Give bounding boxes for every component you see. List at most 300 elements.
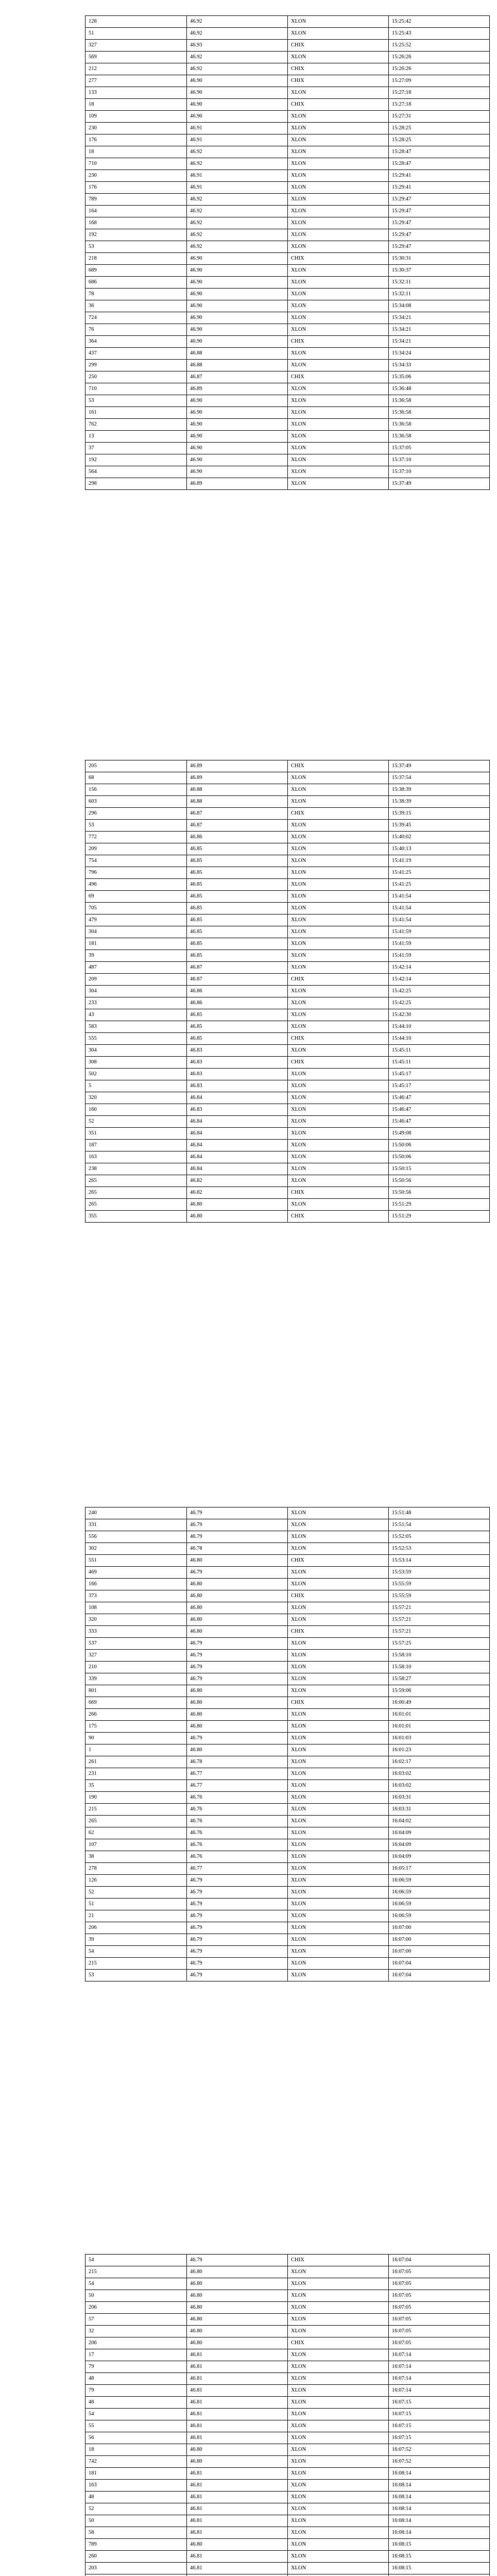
table-row	[85, 867, 490, 879]
table-row	[85, 2539, 490, 2551]
volume-cell: 109	[85, 111, 187, 123]
time-cell: 15:58:10	[389, 1650, 490, 1662]
price-cell: 46.85	[187, 1033, 288, 1045]
venue-cell: XLON	[288, 289, 389, 300]
volume-cell: 1	[85, 1744, 187, 1756]
venue-cell: XLON	[288, 1567, 389, 1579]
price-cell: 46.84	[187, 1140, 288, 1151]
volume-cell: 190	[85, 1792, 187, 1804]
time-cell	[389, 2574, 490, 2576]
venue-cell: XLON	[288, 134, 389, 146]
price-cell: 46.80	[187, 1614, 288, 1626]
price-cell: 46.80	[187, 2444, 288, 2456]
price-cell: 46.87	[187, 808, 288, 820]
time-cell: 15:34:21	[389, 324, 490, 336]
venue-cell: XLON	[288, 903, 389, 914]
time-cell: 15:34:24	[389, 348, 490, 360]
time-cell: 16:07:05	[389, 2278, 490, 2290]
venue-cell: XLON	[288, 2503, 389, 2515]
table-row	[85, 1768, 490, 1780]
table-row	[85, 454, 490, 466]
price-cell: 46.80	[187, 2290, 288, 2302]
price-cell: 46.79	[187, 1887, 288, 1899]
price-cell: 46.81	[187, 2551, 288, 2563]
volume-cell: 556	[85, 1531, 187, 1543]
price-cell: 46.79	[187, 1673, 288, 1685]
venue-cell: XLON	[288, 1733, 389, 1744]
venue-cell: CHIX	[288, 336, 389, 348]
time-cell: 15:46:47	[389, 1104, 490, 1116]
price-cell: 46.81	[187, 2420, 288, 2432]
volume-cell: 355	[85, 1211, 187, 1223]
price-cell: 46.81	[187, 2385, 288, 2397]
venue-cell: XLON	[288, 1175, 389, 1187]
time-cell: 15:36:58	[389, 431, 490, 443]
venue-cell: XLON	[288, 2420, 389, 2432]
venue-cell: XLON	[288, 454, 389, 466]
price-cell: 46.90	[187, 407, 288, 419]
table-row	[85, 134, 490, 146]
venue-cell: XLON	[288, 277, 389, 289]
table-row	[85, 395, 490, 407]
time-cell: 16:07:00	[389, 1946, 490, 1958]
table-row	[85, 1934, 490, 1946]
table-row	[85, 1851, 490, 1863]
time-cell: 15:55:59	[389, 1590, 490, 1602]
time-cell: 15:28:47	[389, 146, 490, 158]
time-cell: 15:30:31	[389, 253, 490, 265]
volume-cell: 265	[85, 1175, 187, 1187]
volume-cell	[85, 2574, 187, 2576]
time-cell: 15:42:14	[389, 962, 490, 974]
table-row	[85, 2385, 490, 2397]
venue-cell: XLON	[288, 1792, 389, 1804]
table-row	[85, 2563, 490, 2574]
time-cell: 15:29:47	[389, 217, 490, 229]
table	[85, 15, 490, 490]
time-cell: 15:30:37	[389, 265, 490, 277]
time-cell: 15:52:05	[389, 1531, 490, 1543]
venue-cell: XLON	[288, 1104, 389, 1116]
table-row	[85, 194, 490, 206]
venue-cell: XLON	[288, 986, 389, 997]
table-row	[85, 2326, 490, 2337]
table-row	[85, 1756, 490, 1768]
volume-cell: 789	[85, 194, 187, 206]
venue-cell: CHIX	[288, 2255, 389, 2266]
volume-cell: 48	[85, 2373, 187, 2385]
volume-cell: 298	[85, 478, 187, 490]
time-cell: 15:57:21	[389, 1626, 490, 1638]
volume-cell: 260	[85, 2551, 187, 2563]
venue-cell: XLON	[288, 914, 389, 926]
venue-cell: XLON	[288, 2432, 389, 2444]
volume-cell: 52	[85, 1887, 187, 1899]
volume-cell: 569	[85, 52, 187, 63]
table-row	[85, 1507, 490, 1519]
volume-cell: 304	[85, 926, 187, 938]
time-cell: 15:49:08	[389, 1128, 490, 1140]
price-cell: 46.92	[187, 206, 288, 217]
volume-cell: 265	[85, 1199, 187, 1211]
venue-cell: XLON	[288, 206, 389, 217]
volume-cell: 364	[85, 336, 187, 348]
time-cell: 16:06:59	[389, 1875, 490, 1887]
table-row	[85, 123, 490, 134]
table-row	[85, 1685, 490, 1697]
venue-cell: XLON	[288, 1673, 389, 1685]
table-row	[85, 986, 490, 997]
volume-cell: 215	[85, 2266, 187, 2278]
volume-cell: 772	[85, 832, 187, 843]
price-cell: 46.90	[187, 265, 288, 277]
time-cell: 15:51:29	[389, 1211, 490, 1223]
table	[85, 1507, 490, 1981]
volume-cell: 302	[85, 1543, 187, 1555]
time-cell: 15:34:08	[389, 300, 490, 312]
volume-cell: 5	[85, 1080, 187, 1092]
volume-cell: 54	[85, 2255, 187, 2266]
venue-cell: XLON	[288, 1602, 389, 1614]
time-cell: 15:29:47	[389, 206, 490, 217]
volume-cell: 181	[85, 938, 187, 950]
price-cell: 46.90	[187, 443, 288, 454]
price-cell: 46.79	[187, 1910, 288, 1922]
price-cell: 46.76	[187, 1827, 288, 1839]
time-cell: 16:07:15	[389, 2397, 490, 2409]
volume-cell: 78	[85, 289, 187, 300]
volume-cell: 206	[85, 2337, 187, 2349]
time-cell: 15:25:43	[389, 28, 490, 40]
volume-cell: 164	[85, 206, 187, 217]
time-cell: 16:07:15	[389, 2420, 490, 2432]
price-cell: 46.79	[187, 1638, 288, 1650]
volume-cell: 210	[85, 1662, 187, 1673]
venue-cell: CHIX	[288, 1590, 389, 1602]
time-cell: 16:05:17	[389, 1863, 490, 1875]
time-cell: 15:26:26	[389, 52, 490, 63]
volume-cell: 487	[85, 962, 187, 974]
table-row	[85, 1531, 490, 1543]
volume-cell: 57	[85, 2314, 187, 2326]
venue-cell: XLON	[288, 1163, 389, 1175]
price-cell: 46.79	[187, 1934, 288, 1946]
price-cell	[187, 2574, 288, 2576]
venue-cell: XLON	[288, 123, 389, 134]
venue-cell: XLON	[288, 891, 389, 903]
price-cell: 46.78	[187, 1543, 288, 1555]
price-cell: 46.80	[187, 1555, 288, 1567]
venue-cell: XLON	[288, 1638, 389, 1650]
table-row	[85, 1555, 490, 1567]
venue-cell: XLON	[288, 1851, 389, 1863]
table-row	[85, 289, 490, 300]
venue-cell: CHIX	[288, 40, 389, 52]
venue-cell: XLON	[288, 2290, 389, 2302]
venue-cell: XLON	[288, 1934, 389, 1946]
volume-cell: 789	[85, 2539, 187, 2551]
price-cell: 46.84	[187, 1163, 288, 1175]
price-cell: 46.92	[187, 146, 288, 158]
price-cell: 46.76	[187, 1839, 288, 1851]
table-row	[85, 371, 490, 383]
price-cell: 46.85	[187, 855, 288, 867]
venue-cell: XLON	[288, 2373, 389, 2385]
time-cell: 15:36:58	[389, 419, 490, 431]
table-row	[85, 950, 490, 962]
venue-cell: XLON	[288, 407, 389, 419]
time-cell: 16:07:52	[389, 2444, 490, 2456]
time-cell: 16:07:14	[389, 2349, 490, 2361]
volume-cell: 209	[85, 974, 187, 986]
table-row	[85, 2551, 490, 2563]
price-cell: 46.80	[187, 1602, 288, 1614]
venue-cell: XLON	[288, 1021, 389, 1033]
price-cell: 46.79	[187, 1567, 288, 1579]
venue-cell: XLON	[288, 2278, 389, 2290]
volume-cell: 233	[85, 997, 187, 1009]
time-cell: 16:08:14	[389, 2503, 490, 2515]
time-cell: 15:53:59	[389, 1567, 490, 1579]
volume-cell: 52	[85, 2503, 187, 2515]
time-cell: 15:50:56	[389, 1175, 490, 1187]
table-row	[85, 2266, 490, 2278]
time-cell: 15:42:25	[389, 986, 490, 997]
time-cell: 16:07:14	[389, 2361, 490, 2373]
venue-cell: XLON	[288, 2326, 389, 2337]
time-cell: 15:27:09	[389, 75, 490, 87]
table-row	[85, 974, 490, 986]
table-row	[85, 926, 490, 938]
venue-cell: XLON	[288, 843, 389, 855]
table-row	[85, 1175, 490, 1187]
table-row	[85, 111, 490, 123]
table-row	[85, 2409, 490, 2420]
volume-cell: 705	[85, 903, 187, 914]
time-cell: 15:41:54	[389, 914, 490, 926]
price-cell: 46.80	[187, 2539, 288, 2551]
time-cell: 15:37:49	[389, 760, 490, 772]
price-cell: 46.80	[187, 1744, 288, 1756]
volume-cell: 51	[85, 28, 187, 40]
price-cell: 46.80	[187, 1590, 288, 1602]
price-cell: 46.92	[187, 194, 288, 206]
volume-cell: 278	[85, 1863, 187, 1875]
venue-cell: XLON	[288, 1958, 389, 1970]
venue-cell: XLON	[288, 879, 389, 891]
venue-cell: XLON	[288, 1140, 389, 1151]
table-row	[85, 2480, 490, 2492]
price-cell: 46.80	[187, 2266, 288, 2278]
price-cell: 46.90	[187, 324, 288, 336]
time-cell: 15:57:21	[389, 1602, 490, 1614]
venue-cell: CHIX	[288, 75, 389, 87]
time-cell: 16:08:15	[389, 2551, 490, 2563]
time-cell: 15:46:47	[389, 1092, 490, 1104]
venue-cell: XLON	[288, 997, 389, 1009]
venue-cell: XLON	[288, 1069, 389, 1080]
table-row	[85, 1970, 490, 1981]
time-cell: 15:34:21	[389, 312, 490, 324]
table-row	[85, 938, 490, 950]
price-cell: 46.86	[187, 986, 288, 997]
volume-cell: 496	[85, 879, 187, 891]
time-cell: 16:03:31	[389, 1792, 490, 1804]
price-cell: 46.80	[187, 2337, 288, 2349]
time-cell: 15:45:11	[389, 1057, 490, 1069]
price-cell: 46.89	[187, 478, 288, 490]
price-cell: 46.87	[187, 371, 288, 383]
volume-cell: 53	[85, 395, 187, 407]
price-cell: 46.90	[187, 300, 288, 312]
price-cell: 46.82	[187, 1175, 288, 1187]
price-cell: 46.83	[187, 1069, 288, 1080]
table-row	[85, 843, 490, 855]
venue-cell: XLON	[288, 950, 389, 962]
price-cell: 46.87	[187, 962, 288, 974]
venue-cell: XLON	[288, 2456, 389, 2468]
price-cell: 46.84	[187, 1092, 288, 1104]
price-cell: 46.80	[187, 2314, 288, 2326]
volume-cell: 583	[85, 1021, 187, 1033]
time-cell: 15:59:06	[389, 1685, 490, 1697]
time-cell: 16:07:00	[389, 1934, 490, 1946]
time-cell: 15:37:49	[389, 478, 490, 490]
table	[85, 2254, 490, 2576]
table-row	[85, 1057, 490, 1069]
price-cell: 46.92	[187, 28, 288, 40]
time-cell: 16:08:14	[389, 2480, 490, 2492]
venue-cell: XLON	[288, 926, 389, 938]
time-cell: 16:01:03	[389, 1733, 490, 1744]
venue-cell: CHIX	[288, 253, 389, 265]
volume-cell: 327	[85, 1650, 187, 1662]
venue-cell: XLON	[288, 2468, 389, 2480]
time-cell: 15:46:47	[389, 1116, 490, 1128]
time-cell: 15:44:10	[389, 1021, 490, 1033]
table-row	[85, 1163, 490, 1175]
table-row	[85, 796, 490, 808]
price-cell: 46.77	[187, 1863, 288, 1875]
price-cell: 46.80	[187, 1721, 288, 1733]
volume-cell: 58	[85, 2527, 187, 2539]
price-cell: 46.85	[187, 1021, 288, 1033]
volume-cell: 18	[85, 99, 187, 111]
venue-cell: XLON	[288, 466, 389, 478]
time-cell: 15:44:10	[389, 1033, 490, 1045]
table-row	[85, 2373, 490, 2385]
volume-cell: 50	[85, 2515, 187, 2527]
volume-cell: 669	[85, 1697, 187, 1709]
volume-cell: 796	[85, 867, 187, 879]
table-row	[85, 1650, 490, 1662]
time-cell: 15:58:27	[389, 1673, 490, 1685]
price-cell: 46.90	[187, 336, 288, 348]
price-cell: 46.92	[187, 241, 288, 253]
table-row	[85, 760, 490, 772]
venue-cell: XLON	[288, 1780, 389, 1792]
volume-cell: 18	[85, 2444, 187, 2456]
volume-cell: 108	[85, 1602, 187, 1614]
table-row	[85, 2444, 490, 2456]
table-row	[85, 1626, 490, 1638]
venue-cell: XLON	[288, 1128, 389, 1140]
volume-cell: 56	[85, 2432, 187, 2444]
time-cell: 15:50:06	[389, 1140, 490, 1151]
venue-cell: XLON	[288, 1827, 389, 1839]
price-cell: 46.79	[187, 2255, 288, 2266]
table-row	[85, 903, 490, 914]
price-cell: 46.90	[187, 466, 288, 478]
price-cell: 46.89	[187, 772, 288, 784]
table-row	[85, 1863, 490, 1875]
table-row	[85, 1045, 490, 1057]
venue-cell: XLON	[288, 2361, 389, 2373]
time-cell: 15:34:33	[389, 360, 490, 371]
time-cell: 15:53:14	[389, 1555, 490, 1567]
table-row	[85, 1709, 490, 1721]
time-cell: 15:51:54	[389, 1519, 490, 1531]
venue-cell: XLON	[288, 1756, 389, 1768]
price-cell: 46.88	[187, 784, 288, 796]
price-cell: 46.90	[187, 454, 288, 466]
table-row	[85, 1827, 490, 1839]
venue-cell: CHIX	[288, 1211, 389, 1223]
price-cell: 46.92	[187, 229, 288, 241]
volume-cell: 762	[85, 419, 187, 431]
price-cell: 46.79	[187, 1650, 288, 1662]
table-row	[85, 75, 490, 87]
table-row	[85, 1733, 490, 1744]
table-row	[85, 914, 490, 926]
volume-cell: 32	[85, 2326, 187, 2337]
table-row	[85, 1104, 490, 1116]
volume-cell: 502	[85, 1069, 187, 1080]
time-cell: 15:29:47	[389, 229, 490, 241]
volume-cell: 296	[85, 808, 187, 820]
venue-cell: CHIX	[288, 1555, 389, 1567]
price-cell: 46.77	[187, 1768, 288, 1780]
volume-cell: 35	[85, 1780, 187, 1792]
table-row	[85, 466, 490, 478]
volume-cell: 69	[85, 891, 187, 903]
venue-cell: XLON	[288, 158, 389, 170]
volume-cell: 686	[85, 277, 187, 289]
volume-cell: 277	[85, 75, 187, 87]
table-row	[85, 253, 490, 265]
table-row	[85, 1697, 490, 1709]
price-cell: 46.80	[187, 1199, 288, 1211]
price-cell: 46.80	[187, 1626, 288, 1638]
price-cell: 46.86	[187, 997, 288, 1009]
venue-cell: XLON	[288, 1579, 389, 1590]
time-cell: 16:03:02	[389, 1768, 490, 1780]
volume-cell: 48	[85, 2397, 187, 2409]
time-cell: 15:50:06	[389, 1151, 490, 1163]
volume-cell: 54	[85, 1946, 187, 1958]
price-cell: 46.85	[187, 950, 288, 962]
price-cell: 46.85	[187, 867, 288, 879]
table-row	[85, 1887, 490, 1899]
time-cell: 15:45:17	[389, 1069, 490, 1080]
time-cell: 16:08:15	[389, 2539, 490, 2551]
price-cell: 46.92	[187, 158, 288, 170]
price-cell: 46.92	[187, 217, 288, 229]
time-cell: 15:25:42	[389, 16, 490, 28]
price-cell: 46.90	[187, 312, 288, 324]
volume-cell: 327	[85, 40, 187, 52]
venue-cell: XLON	[288, 784, 389, 796]
